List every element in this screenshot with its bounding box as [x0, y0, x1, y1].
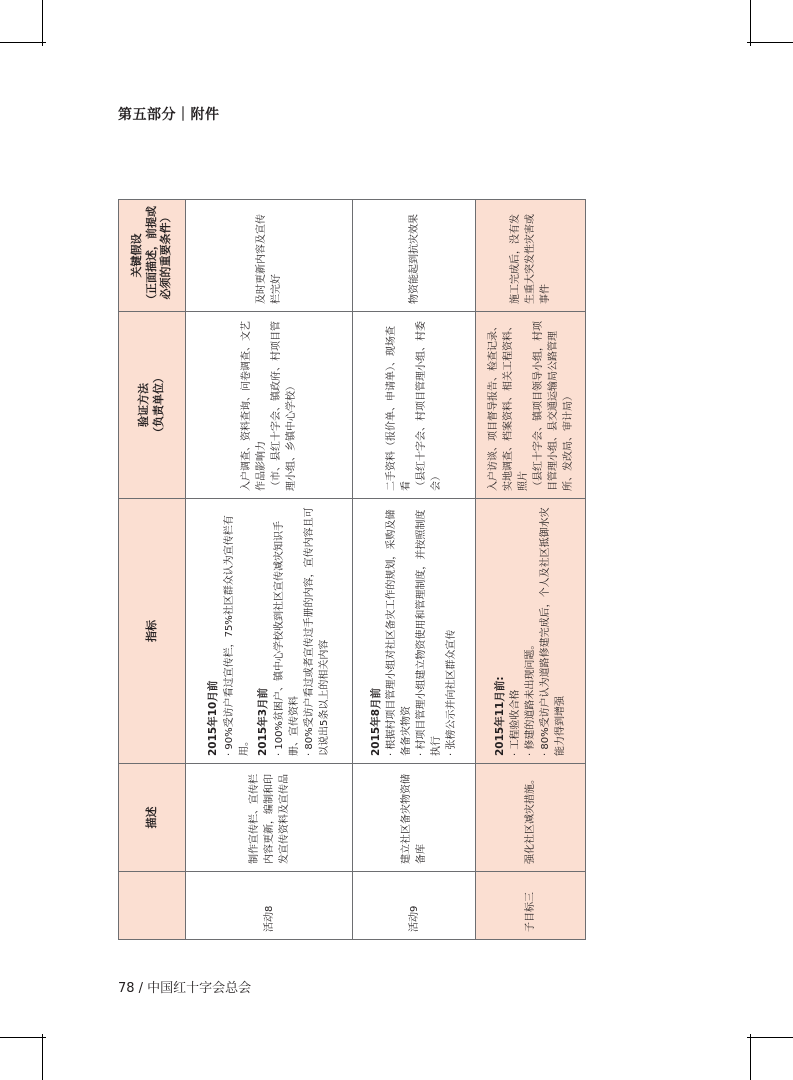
- verification-cell: 入户访谈、项目督导报告、检查记录、实地调查、档案资料、相关工程资料、照片 （县红十字会、镇项目领导小组，村项目管理小组、县交通运输局公路管理所、发改局、审计局）: [476, 312, 586, 499]
- table-header-row: [119, 200, 186, 940]
- indicator-line: · 村项目管理小组建立物资使用和管理制度，并按照制度执行: [416, 509, 443, 756]
- rotated-table-frame: [118, 200, 585, 940]
- table-row: [186, 200, 353, 940]
- assumption-cell: 施工完成后，没有发生重大突发性灾害或事件: [476, 200, 586, 312]
- description-cell: 强化社区减灾措施。: [476, 764, 586, 872]
- page-footer: 78 / 中国红十字会总会: [118, 981, 252, 996]
- crop-mark-top-left-v: [42, 0, 43, 46]
- indicator-line: · 根据村项目管理小组对社区备灾工作的规划，采购及储备备灾物资: [386, 509, 413, 756]
- activity-cell: 子目标三: [476, 872, 586, 940]
- indicator-cell: [186, 499, 353, 764]
- section-header: 第五部分｜附件: [118, 107, 220, 123]
- indicator-line: · 100%贫困户、镇中心学校收到社区宣传减灾知识手册、宣传资料: [273, 521, 300, 756]
- crop-mark-bottom-left-h: [0, 1037, 46, 1038]
- rotated-table-container: [118, 200, 585, 940]
- crop-mark-bottom-right-h: [747, 1037, 793, 1038]
- activity-cell: 活动9: [353, 872, 476, 940]
- header-description: 描述: [119, 764, 186, 872]
- table-row: [353, 200, 476, 940]
- header-activity: [119, 872, 186, 940]
- description-cell: 建立社区备灾物资储备库: [353, 764, 476, 872]
- indicator-cell: [353, 499, 476, 764]
- description-cell: 制作宣传栏、宣传栏内容更新，编制和印发宣传资料及宣传品: [186, 764, 353, 872]
- header-assumption: 关键假设 （正面描述，前提或必须的重要条件）: [119, 200, 186, 312]
- indicator-line: · 张榜公示并向社区群众宣传: [446, 629, 458, 756]
- crop-mark-top-left-h: [0, 42, 46, 43]
- indicator-cell: [476, 499, 586, 764]
- indicator-line: · 80%受访户看过或者宣传过手册的内容，宣传内容且可以说出5条以上的相关内容: [303, 507, 330, 756]
- activity-cell: 活动8: [186, 872, 353, 940]
- verification-cell: 入户调查、资料查询、问卷调查、文艺作品影响力 （市、县红十字会、镇政府、村项目管理小组、乡镇中心学校）: [186, 312, 353, 499]
- indicator-line: · 修建的道路未出现问题。: [525, 639, 537, 756]
- indicator-date: 2015年11月前:: [493, 676, 506, 756]
- indicator-line: · 工程验收合格: [510, 689, 522, 756]
- header-verification: 验证方法 （负责单位）: [119, 312, 186, 499]
- indicator-date: 2015年10月前: [207, 680, 220, 756]
- crop-mark-bottom-right-v: [750, 1034, 751, 1080]
- indicator-date: 2015年8月前: [369, 687, 382, 756]
- crop-mark-top-right-v: [750, 0, 751, 46]
- assumption-cell: 物资能起到抗灾效果: [353, 200, 476, 312]
- assumption-cell: 及时更新内容及宣传栏完好: [186, 200, 353, 312]
- table-row: [476, 200, 586, 940]
- indicator-line: · 80%受访户认为道路修建完成后，个人及社区抵御水灾能力得到增强: [540, 507, 567, 756]
- header-indicator: 指标: [119, 499, 186, 764]
- logframe-table: [118, 199, 586, 940]
- crop-mark-top-right-h: [747, 42, 793, 43]
- crop-mark-bottom-left-v: [42, 1034, 43, 1080]
- indicator-date: 2015年3月前: [257, 687, 269, 756]
- verification-cell: 二手资料（报价单、申请单）、现场查看 （县红十字会、村项目管理小组、村委会）: [353, 312, 476, 499]
- indicator-line: · 90%受访户看过宣传栏，75%社区群众认为宣传栏有用。: [224, 515, 250, 756]
